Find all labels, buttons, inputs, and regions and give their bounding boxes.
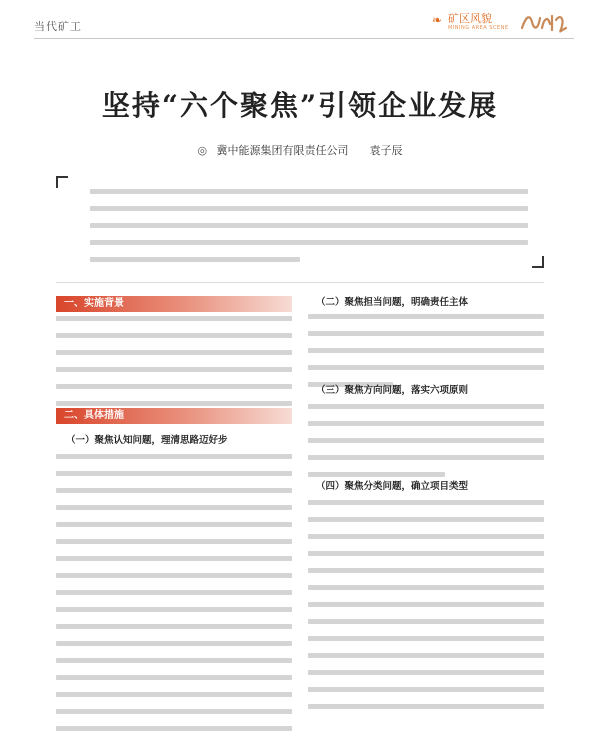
abstract-corner-top-left bbox=[56, 176, 68, 188]
article-title: 坚持“六个聚焦”引领企业发展 bbox=[101, 89, 499, 122]
leaf-icon: ❧ bbox=[432, 13, 443, 27]
subheading-2: （二）聚焦担当问题，明确责任主体 bbox=[316, 297, 469, 308]
byline bbox=[0, 142, 600, 158]
abstract-divider bbox=[56, 282, 544, 283]
subheading-3: （三）聚焦方向问题，落实六项原则 bbox=[316, 385, 469, 396]
header-rule bbox=[34, 38, 574, 39]
section-heading-2: 二、具体措施 bbox=[56, 408, 292, 424]
section-badge bbox=[432, 8, 510, 34]
subsection-1-illegible-text bbox=[56, 454, 292, 743]
abstract bbox=[76, 184, 528, 264]
abstract-illegible-text bbox=[90, 189, 528, 274]
journal-name: 当代矿工 bbox=[34, 20, 82, 33]
subheading-1: （一）聚焦认知问题，理清思路迈好步 bbox=[66, 435, 228, 446]
section-heading-1: 一、实施背景 bbox=[56, 296, 292, 312]
subsection-3-illegible-text bbox=[308, 404, 544, 489]
abstract-corner-bottom-right bbox=[532, 256, 544, 268]
section-badge-label: 矿区风貌 bbox=[448, 12, 492, 25]
dot-circle-icon: ◎ bbox=[197, 144, 208, 157]
page-header bbox=[0, 0, 600, 44]
author-name: 袁子辰 bbox=[369, 144, 403, 157]
calligraphy-icon bbox=[518, 10, 570, 34]
subsection-4-illegible-text bbox=[308, 500, 544, 721]
author-affiliation: 冀中能源集团有限责任公司 bbox=[216, 144, 349, 157]
subheading-4: （四）聚焦分类问题，确立项目类型 bbox=[316, 481, 469, 492]
section-badge-sub: MINING AREA SCENE bbox=[448, 25, 509, 31]
